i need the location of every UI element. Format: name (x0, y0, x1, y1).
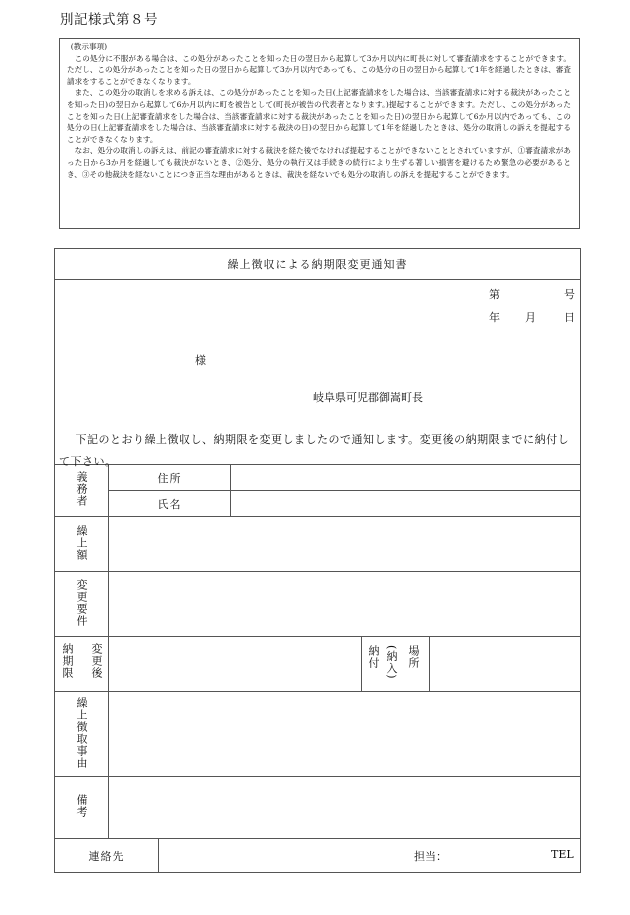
doc-number-go: 号 (564, 288, 575, 301)
amount-field[interactable] (109, 517, 581, 572)
instruction-notice (59, 38, 580, 229)
recipient-sama: 様 (195, 354, 206, 367)
issuer-name: 岐阜県可児郡御嵩町長 (313, 391, 423, 404)
notice-heading: (教示事項) (70, 42, 108, 51)
change-requirement-label: 変更要件 (55, 572, 109, 637)
notice-paragraph: なお、処分の取消しの訴えは、前記の審査請求に対する裁決を経た後でなければ提起することができないこととされていますが、①審査請求があった日から3か月を経過しても裁決がないとき、②処分、処分の執行又は手続きの続行により生ずる著しい損害を避けるため緊急の必要があるとき、③その他裁決を経ないことにつき正当な理由があるときは、裁決を経ないでも処分の取消しの訴えを提起することができます。 (67, 146, 571, 179)
deadline-label: 変更後 納期限 (55, 637, 109, 692)
address-label: 住所 (109, 465, 231, 491)
collection-reason-label: 繰上徴取事由 (55, 692, 109, 777)
contact-label: 連絡先 (55, 839, 159, 873)
obligor-label: 義務者 (55, 465, 109, 517)
collection-reason-field[interactable] (109, 692, 581, 777)
form-title: 繰上徴収による納期限変更通知書 (55, 249, 581, 280)
notice-paragraph: この処分に不服がある場合は、この処分があったことを知った日の翌日から起算して3か月以内に町長に対して審査請求をすることができます。ただし、この処分があったことを知った日の翌日から起算して3か月以内であっても、この処分の日の翌日から起算して1年を経過したときは、審査請求をすることができなくなります。 (67, 53, 571, 86)
doc-number-dai: 第 (489, 288, 500, 301)
remarks-label: 備考 (55, 777, 109, 839)
tantou-label: 担当： (414, 850, 447, 863)
name-label: 氏名 (109, 491, 231, 517)
notice-paragraph: また、この処分の取消しを求める訴えは、この処分があったことを知った日(上記審査請求をした場合は、当該審査請求に対する裁決があったことを知った日)の翌日から起算して6か月以内に町を被告として(町長が被告の代表者となります。)提起することができます。ただし、この処分があったことを知った日(上記審査請求をした場合は、当該審査請求に対する裁決があったことを知った日)の翌日から起算して6か月以内であっても、この処分の日(上記審査請求をした場合は、当該審査請求に対する裁決の日)の翌日から起算して1年を経過したときは、処分の取消しの訴えを提起することができなくなります。 (67, 88, 571, 144)
name-field[interactable] (231, 491, 581, 517)
contact-field[interactable] (159, 839, 581, 873)
deadline-field[interactable] (109, 637, 362, 692)
body-text: 下記のとおり繰上徴収し、納期限を変更しましたので通知します。変更後の納期限までに納付して下さい。 (59, 433, 570, 468)
date-year: 年 (489, 311, 500, 324)
amount-label: 繰上額 (55, 517, 109, 572)
payment-place-field[interactable] (430, 637, 581, 692)
remarks-field[interactable] (109, 777, 581, 839)
date-day: 日 (564, 311, 575, 324)
change-requirement-field[interactable] (109, 572, 581, 637)
notice-form (54, 248, 581, 873)
payment-place-label: 場所 (納入) 納付 (362, 637, 430, 692)
tel-label: TEL (551, 848, 574, 861)
form-header (55, 280, 581, 468)
date-month: 月 (525, 311, 536, 324)
form-number: 別記様式第８号 (60, 12, 158, 28)
